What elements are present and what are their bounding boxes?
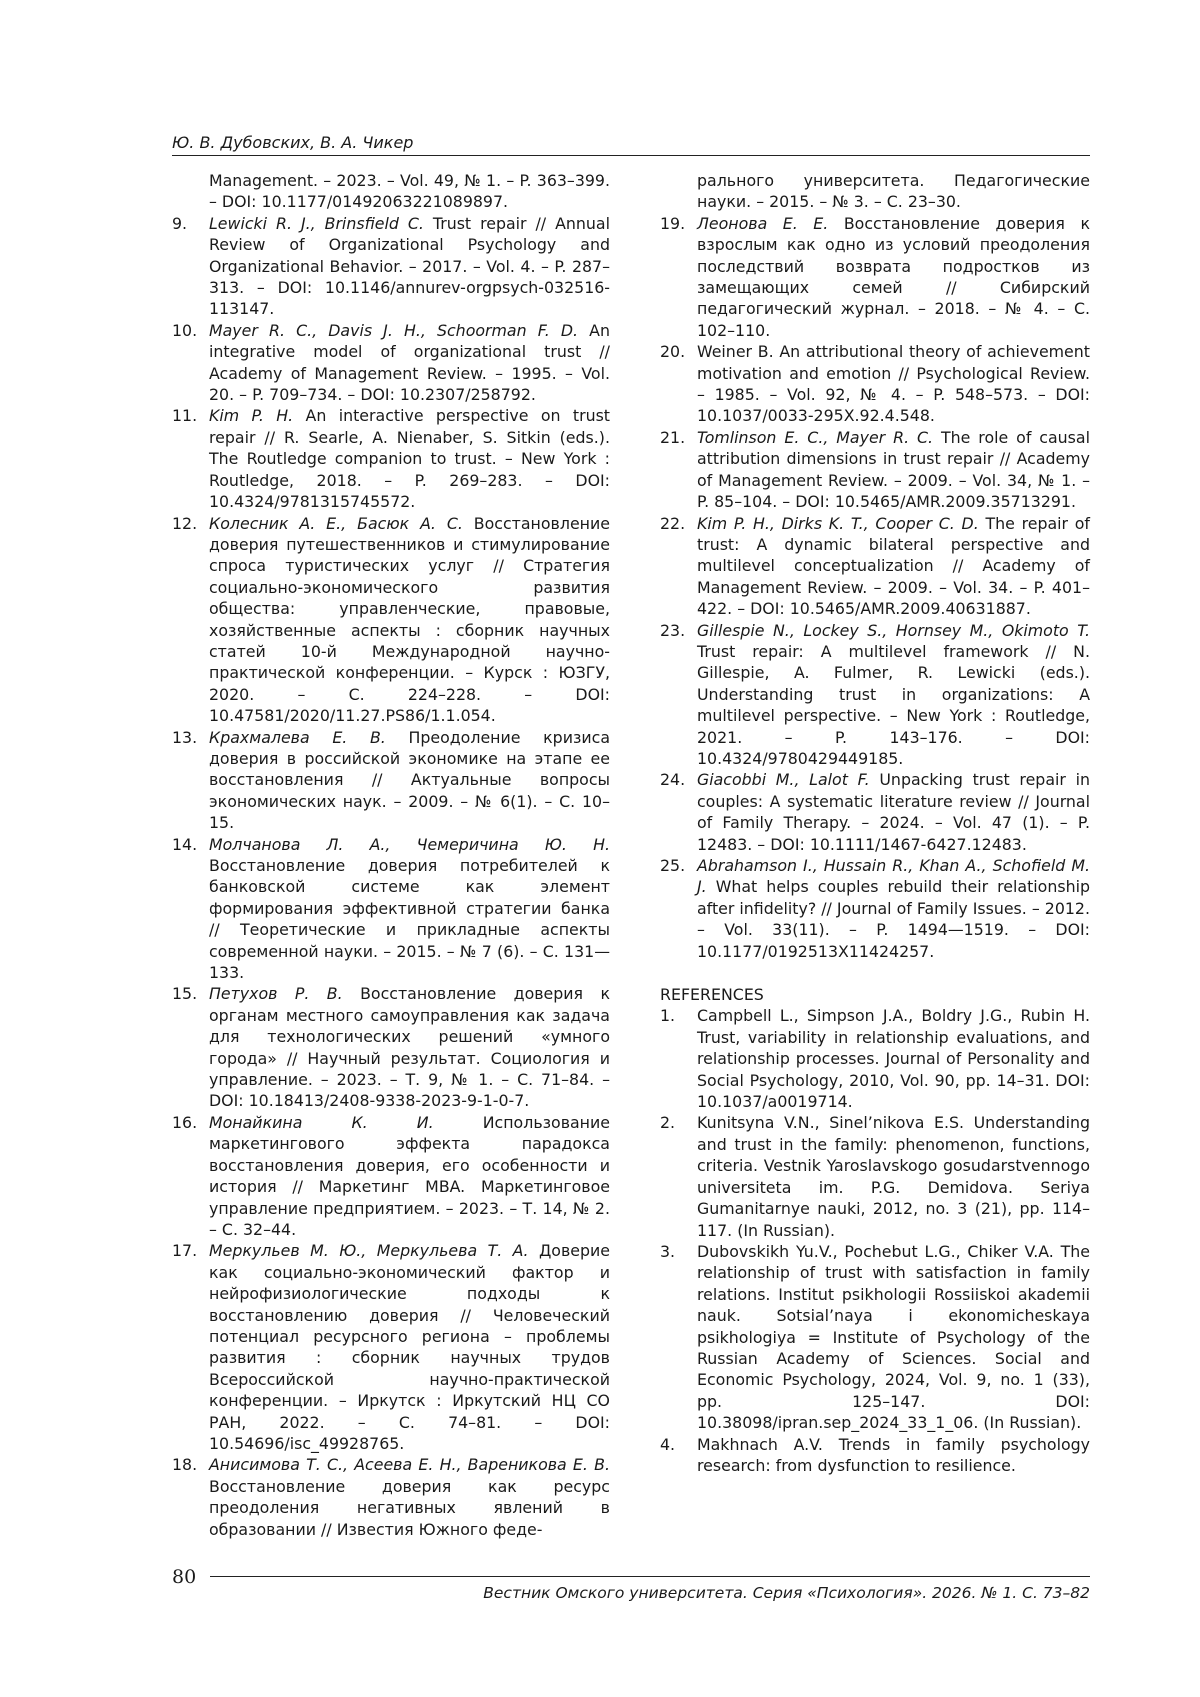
reference-number: 13. [172, 727, 198, 747]
reference-number: 23. [660, 620, 686, 640]
reference-authors: Abrahamson I., Hussain R., Khan A., Schofield M. J. [697, 856, 1090, 897]
reference-authors: Mayer R. C., Davis J. H., Schoorman F. D. [209, 320, 579, 340]
english-reference-item [660, 1112, 1090, 1240]
reference-text: An interactive perspective on trust repair // R. Searle, A. Nienaber, S. Sitkin (eds.). The Routledge companion to trust. – New York : Routledge, 2018. – P. 269–283. – DOI: 10.4324/9781315745572. [209, 406, 610, 512]
reference-text: Использование маркетингового эффекта парадокса восстановления доверия, его особенности и история // Маркетинг MBA. Маркетинговое управление предприятием. – 2023. – Т. 14, № 2. – С. 32–44. [209, 1112, 610, 1239]
reference-number: 16. [172, 1112, 198, 1132]
reference-details: , 2024, Vol. 9, no. 1 (33), pp. 125–147. DOI: 10.38098/ipran.sep_2024_33_1_06. (In Russian). [697, 1370, 1090, 1433]
reference-number: 22. [660, 513, 686, 533]
page-number: 80 [172, 1566, 197, 1588]
reference-number: 3. [660, 1241, 676, 1261]
reference-number: 4. [660, 1434, 676, 1454]
reference-authors: Крахмалева Е. В. [209, 727, 386, 747]
left-reference-list [172, 213, 610, 1540]
reference-text: Makhnach A.V. Trends in family psychology research: from dysfunction to resilience. [697, 1434, 1090, 1475]
reference-authors: Анисимова Т. С., Асеева Е. Н., Вареникова Е. В. [209, 1455, 610, 1475]
reference-number: 10. [172, 320, 198, 340]
english-reference-item [660, 1241, 1090, 1434]
reference-item [172, 983, 610, 1111]
references-heading: REFERENCES [660, 985, 764, 1005]
reference-authors: Молчанова Л. А., Чемеричина Ю. Н. [209, 834, 610, 854]
reference-text: Unpacking trust repair in couples: A systematic literature review // Journal of Family Therapy. – 2024. – Vol. 47 (1). – P. 12483. – DOI: 10.1111/1467-6427.12483. [697, 770, 1090, 854]
reference-text: Восстановление доверия к органам местного самоуправления как задача для технологических решений «умного города» // Научный результат. Социология и управление. – 2023. – Т. 9, № 1. – С. 71–84. – DOI: 10.18413/2408-9338-2023-9-1-0-7. [209, 984, 610, 1111]
reference-item [660, 513, 1090, 620]
reference-item [172, 405, 610, 512]
reference-text: Восстановление доверия к взрослым как одно из условий преодоления последствий возврата подростков из замещающих семей // Сибирский педагогический журнал. – 2018. – № 4. – С. 102–110. [697, 213, 1090, 340]
reference-authors: Lewicki R. J., Brinsfield C. [209, 213, 424, 233]
reference-item [660, 769, 1090, 855]
reference-authors: Giacobbi M., Lalot F. [697, 770, 870, 790]
reference-authors: Петухов Р. В. [209, 984, 343, 1004]
reference-item [172, 213, 610, 320]
reference-item [172, 1454, 610, 1540]
reference-item [172, 834, 610, 984]
reference-details: , 2010, Vol. 90, pp. 14–31. DOI: 10.1037/a0019714. [697, 1070, 1090, 1112]
running-head-authors: Ю. В. Дубовских, В. А. Чикер [172, 133, 414, 152]
reference-item [660, 341, 1090, 427]
reference-item [660, 427, 1090, 513]
reference-text: The repair of trust: A dynamic bilateral perspective and multilevel conceptualization // Academy of Management Review. – 2009. – Vol. 34. – P. 401–422. – DOI: 10.5465/AMR.2009.40631887. [697, 513, 1090, 619]
reference-details: , 2012, no. 3 (21), pp. 114–117. (In Russian). [697, 1199, 1091, 1240]
reference-number: 25. [660, 856, 686, 875]
reference-authors: Gillespie N., Lockey S., Hornsey M., Okimoto T. [697, 620, 1090, 640]
reference-item [172, 513, 610, 727]
reference-text: Campbell L., Simpson J.A., Boldry J.G., Rubin H. Trust, variability in relationship evaluations, and relationship processes. [697, 1006, 1090, 1069]
reference-item [172, 320, 610, 406]
reference-number: 15. [172, 984, 198, 1004]
reference-text: Восстановление доверия путешественников и стимулирование спроса туристических услуг // Стратегия социально-экономического развития общества: управленческие, правовые, хозяйственные аспекты : сборник научных статей 10-й Международной научно-практической конференции. – Курск : ЮЗГУ, 2020. – С. 224–228. – DOI: 10.47581/2020/11.27.PS86/1.1.054. [209, 513, 610, 726]
left-column [172, 170, 610, 1540]
right-reference-list [660, 213, 1090, 962]
reference-authors: Kim P. H., Dirks K. T., Cooper C. D. [697, 513, 979, 533]
reference-source: Vestnik Yaroslavskogo gosudarstvennogo universiteta im. P.G. Demidova. Seriya Gumanitarnye nauki [697, 1156, 1090, 1219]
reference-number: 1. [660, 1006, 676, 1026]
reference-item [172, 1240, 610, 1454]
reference-number: 9. [172, 213, 188, 233]
reference-text: The role of causal attribution dimensions in trust repair // Academy of Management Review. – 2009. – Vol. 34, № 1. – P. 85–104. – DOI: 10.5465/AMR.2009.35713291. [697, 427, 1090, 512]
reference-text: Восстановление доверия как ресурс преодоления негативных явлений в образовании // Известия Южного феде- [209, 1476, 610, 1539]
reference-text: Восстановление доверия потребителей к банковской системе как элемент формирования эффективной стратегии банка // Теоретические и прикладные аспекты современной науки. – 2015. – № 7 (6). – С. 131—133. [209, 856, 610, 983]
reference-authors: Монайкина К. И. [209, 1112, 434, 1132]
footer-rule [210, 1576, 1090, 1577]
reference-number: 12. [172, 513, 198, 533]
reference-text: Dubovskikh Yu.V., Pochebut L.G., Chiker V.A. The relationship of trust with satisfaction in family relations. [697, 1241, 1090, 1304]
reference-number: 14. [172, 834, 198, 854]
english-reference-list [660, 1005, 1090, 1476]
reference-item [660, 620, 1090, 770]
reference-item [172, 1112, 610, 1240]
reference-authors: Меркульев М. Ю., Меркульева Т. А. [209, 1241, 529, 1261]
reference-authors: Tomlinson E. C., Mayer R. C. [697, 427, 934, 447]
right-column [660, 170, 1090, 1476]
reference-text: Преодоление кризиса доверия в российской экономике на этапе ее восстановления // Актуальные вопросы экономических наук. – 2009. – № 6(1). – С. 10–15. [209, 727, 610, 833]
reference-text: Weiner B. An attributional theory of achievement motivation and emotion // Psychological Review. – 1985. – Vol. 92, № 4. – P. 548–573. – DOI: 10.1037/0033-295X.92.4.548. [697, 342, 1090, 426]
reference-text: Доверие как социально-экономический фактор и нейрофизиологические подходы к восстановлению доверия // Человеческий потенциал ресурсного региона – проблемы развития : сборник научных трудов Всероссийской научно-практической конференции. – Иркутск : Иркутский НЦ СО РАН, 2022. – С. 74–81. – DOI: 10.54696/isc_49928765. [209, 1241, 610, 1453]
reference-item [660, 855, 1090, 962]
reference-number: 24. [660, 770, 686, 790]
reference-number: 18. [172, 1455, 198, 1475]
english-reference-item [660, 1005, 1090, 1112]
reference-number: 19. [660, 213, 686, 233]
reference-authors: Колесник А. Е., Басюк А. С. [209, 513, 463, 533]
reference-item [172, 727, 610, 834]
reference-number: 20. [660, 342, 686, 362]
reference-source: Journal of Personality and Social Psychology [697, 1049, 1090, 1090]
reference-text: An integrative model of organizational trust // Academy of Management Review. – 1995. – Vol. 20. – P. 709–734. – DOI: 10.2307/258792. [209, 320, 610, 405]
reference-source: Institut psikhologii Rossiiskoi akademii nauk. Sotsial’naya i ekonomicheskaya psikhologiya = Institute of Psychology of the Russian Academy of Sciences. Social and Economic Psychology [697, 1284, 1090, 1390]
english-reference-item [660, 1434, 1090, 1477]
reference-text: Trust repair // Annual Review of Organizational Psychology and Organizational Behavior. – 2017. – Vol. 4. – P. 287–313. – DOI: 10.1146/annurev-orgpsych-032516-113147. [209, 213, 610, 319]
header-rule [172, 155, 1090, 156]
reference-authors: Леонова Е. Е. [697, 213, 829, 233]
reference-number: 11. [172, 406, 198, 426]
reference-continuation: рального университета. Педагогические науки. – 2015. – № 3. – С. 23–30. [697, 171, 1090, 212]
reference-text: Trust repair: A multilevel framework // N. Gillespie, A. Fulmer, R. Lewicki (eds.). Understanding trust in organizations: A multilevel perspective. – New York : Routledge, 2021. – P. 143–176. – DOI: 10.4324/9780429449185. [697, 641, 1090, 768]
reference-continuation: Management. – 2023. – Vol. 49, № 1. – P. 363–399. – DOI: 10.1177/01492063221089897. [209, 171, 610, 212]
reference-text: Kunitsyna V.N., Sinel’nikova E.S. Understanding and trust in the family: phenomenon, functions, criteria. [697, 1113, 1090, 1176]
reference-text: What helps couples rebuild their relationship after infidelity? // Journal of Family Issues. – 2012. – Vol. 33(11). – P. 1494—1519. – DOI: 10.1177/0192513X11424257. [697, 877, 1090, 961]
reference-number: 21. [660, 427, 686, 447]
reference-number: 2. [660, 1113, 676, 1133]
reference-item [660, 213, 1090, 341]
journal-footer: Вестник Омского университета. Серия «Психология». 2026. № 1. С. 73–82 [483, 1584, 1090, 1602]
reference-authors: Kim P. H. [209, 406, 294, 426]
reference-number: 17. [172, 1241, 198, 1261]
